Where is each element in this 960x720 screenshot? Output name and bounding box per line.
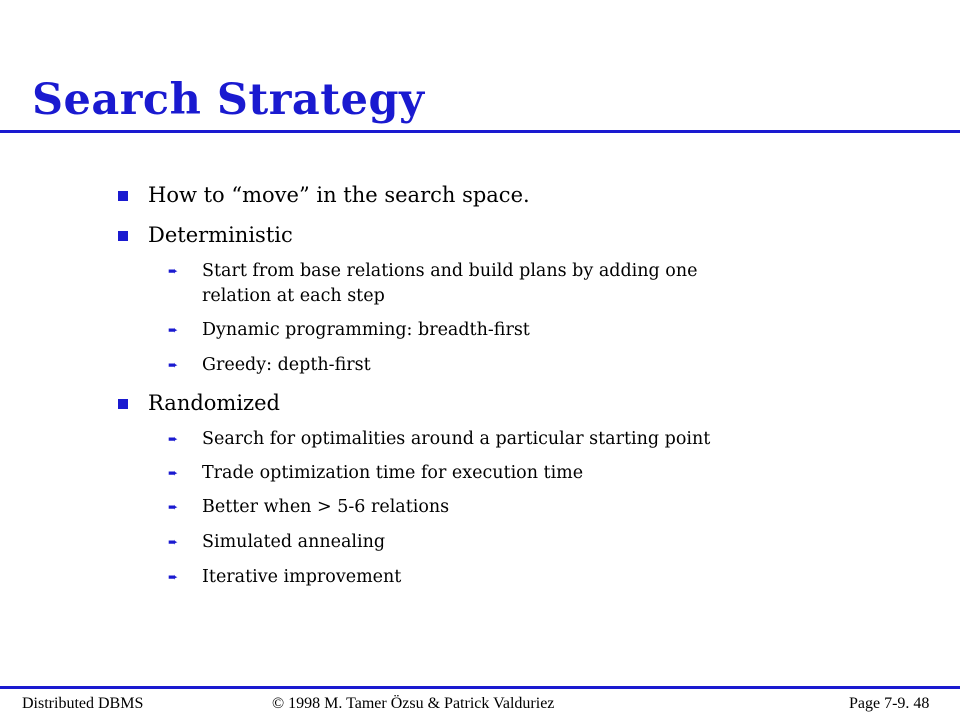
footer-copyright: © 1998 M. Tamer Özsu & Patrick Valduriez bbox=[272, 695, 555, 712]
arrow-bullet-icon: ➨ bbox=[168, 535, 179, 549]
square-bullet-icon bbox=[118, 191, 128, 201]
sub-item-text: Dynamic programming: breadth-first bbox=[202, 320, 530, 340]
arrow-bullet-icon: ➨ bbox=[168, 500, 179, 514]
sub-item-text: Trade optimization time for execution time bbox=[202, 463, 584, 483]
footer-divider bbox=[0, 686, 960, 689]
sub-item-text: Greedy: depth-first bbox=[202, 355, 371, 375]
arrow-bullet-icon: ➨ bbox=[168, 466, 179, 480]
bullet-text: How to “move” in the search space. bbox=[148, 183, 530, 207]
title-underline bbox=[0, 130, 960, 133]
sub-item-text: Simulated annealing bbox=[202, 532, 386, 552]
sub-item-text: Search for optimalities around a particular starting point bbox=[202, 429, 711, 449]
footer-course-name: Distributed DBMS bbox=[22, 695, 144, 712]
square-bullet-icon bbox=[118, 399, 128, 409]
arrow-bullet-icon: ➨ bbox=[168, 264, 179, 278]
bullet-text: Deterministic bbox=[148, 223, 293, 247]
arrow-bullet-icon: ➨ bbox=[168, 432, 179, 446]
sub-item-text: Better when > 5-6 relations bbox=[202, 497, 450, 517]
square-bullet-icon bbox=[118, 231, 128, 241]
arrow-bullet-icon: ➨ bbox=[168, 570, 179, 584]
sub-item-text-line-2: relation at each step bbox=[202, 286, 385, 306]
sub-item-text-line-1: Start from base relations and build plans by adding one bbox=[202, 261, 698, 281]
sub-item-text: Iterative improvement bbox=[202, 567, 402, 587]
bullet-text: Randomized bbox=[148, 391, 280, 415]
arrow-bullet-icon: ➨ bbox=[168, 358, 179, 372]
footer-page-number: Page 7-9. 48 bbox=[849, 695, 930, 712]
arrow-bullet-icon: ➨ bbox=[168, 323, 179, 337]
slide-title: Search Strategy bbox=[32, 75, 425, 125]
